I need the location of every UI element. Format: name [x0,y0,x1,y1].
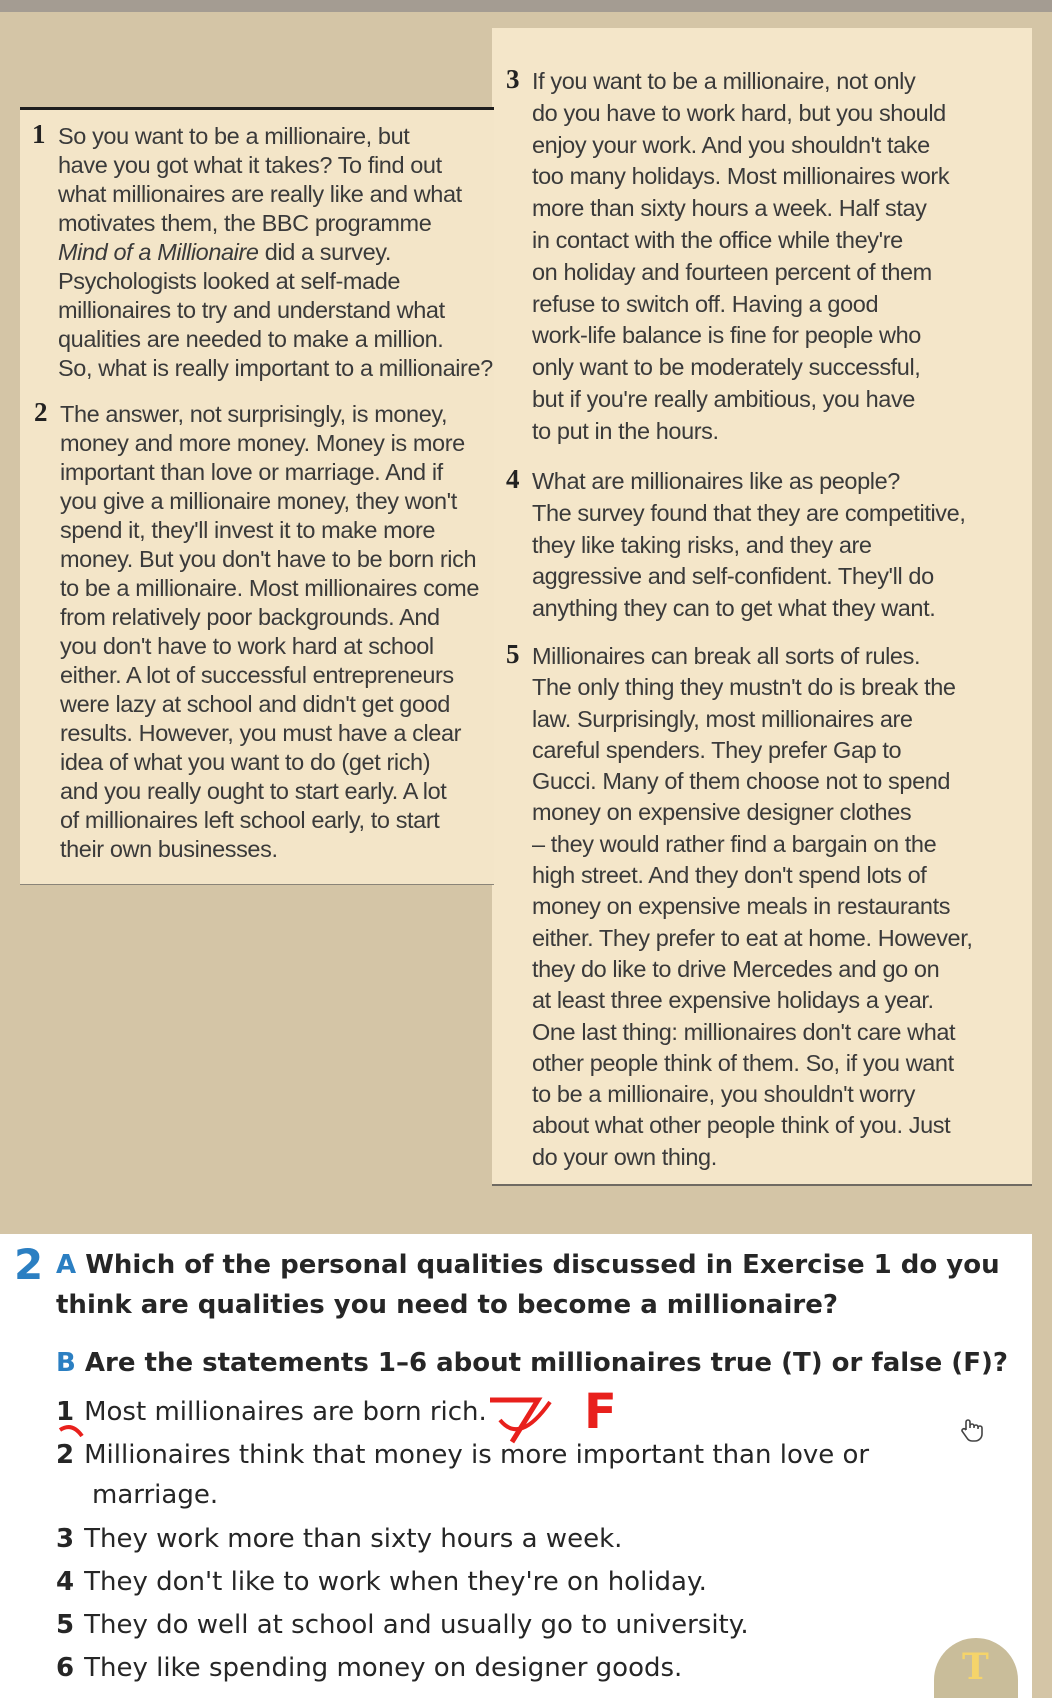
statement-text: They work more than sixty hours a week. [84,1524,623,1554]
paragraph-line: Millionaires can break all sorts of rules. [532,643,921,669]
text-tool-glyph: T [962,1646,989,1688]
paragraph-line: results. However, you must have a clear [60,720,462,746]
paragraph-line: too many holidays. Most millionaires work [532,163,950,190]
statement-number: 2 [56,1440,75,1470]
paragraph-line: of millionaires left school early, to start [60,807,440,833]
question-a-text: Which of the personal qualities discussed in Exercise 1 do you [85,1250,1000,1280]
paragraph-line: other people think of them. So, if you want [532,1049,954,1076]
paragraph-line: Gucci. Many of them choose not to spend [532,768,951,795]
statement-text: They do well at school and usually go to university. [84,1610,749,1640]
paragraph-number: 1 [32,119,46,149]
handwritten-answer: F [584,1384,617,1440]
paragraph-line: they like taking risks, and they are [532,531,872,558]
paragraph-number: 5 [506,639,520,669]
paragraph-number: 4 [506,464,520,494]
paragraph-line: have you got what it takes? To find out [58,152,442,178]
statement-number: 5 [56,1610,75,1640]
statement-number: 6 [56,1653,75,1683]
statement-2-continued: marriage. [92,1480,219,1510]
paragraph-line: on holiday and fourteen percent of them [532,258,932,285]
paragraph-line: The only thing they mustn't do is break the [532,674,956,701]
paragraph-line: you don't have to work hard at school [60,633,434,659]
paragraph-line: What are millionaires like as people? [532,468,900,494]
paragraph-line: qualities are needed to make a million. [58,326,444,352]
paragraph-line: either. They prefer to eat at home. However, [532,924,973,951]
paragraph-line: So you want to be a millionaire, but [58,123,410,149]
exercise-number: 2 [14,1240,44,1289]
paragraph-line: and you really ought to start early. A lot [60,778,447,804]
statement-number: 1 [56,1397,75,1427]
paragraph-line: refuse to switch off. Having a good [532,290,879,317]
paragraph-line: If you want to be a millionaire, not only [532,68,916,94]
paragraph-line: aggressive and self-confident. They'll do [532,563,934,590]
question-b-text: Are the statements 1–6 about millionaires true (T) or false (F)? [84,1348,1008,1378]
paragraph-line: money on expensive designer clothes [532,799,912,826]
paragraph-line: do your own thing. [532,1143,717,1170]
paragraph-line: motivates them, the BBC programme [58,210,432,236]
paragraph-line: do you have to work hard, but you should [532,99,946,126]
paragraph-number: 3 [506,64,520,94]
paragraph-number: 2 [34,397,48,427]
paragraph-line: to be a millionaire, you shouldn't worry [532,1081,915,1108]
paragraph-line: more than sixty hours a week. Half stay [532,195,927,222]
paragraph-line: law. Surprisingly, most millionaires are [532,705,913,732]
paragraph-line: anything they can to get what they want. [532,595,936,622]
paragraph-line: millionaires to try and understand what [58,297,445,323]
paragraph-line: money. But you don't have to be born rich [60,546,477,572]
paragraph-line: you give a millionaire money, they won't [60,488,457,514]
paragraph-line: either. A lot of successful entrepreneurs [60,662,454,688]
paragraph-line: high street. And they don't spend lots of [532,862,927,889]
paragraph-line: Psychologists looked at self-made [58,268,401,294]
programme-suffix: did a survey. [258,239,391,265]
paragraph-line: their own businesses. [60,836,278,862]
statement-text: They like spending money on designer goods. [84,1653,683,1683]
statement-number: 3 [56,1524,75,1554]
question-a-letter: A [56,1250,77,1280]
paragraph-line: work-life balance is fine for people who [532,322,921,349]
paragraph-line: money and more money. Money is more [60,430,465,456]
paragraph-line: money on expensive meals in restaurants [532,893,951,920]
paragraph-line: they do like to drive Mercedes and go on [532,955,940,982]
paragraph-line: to be a millionaire. Most millionaires come [60,575,480,601]
red-check-mark [500,1402,550,1429]
paragraph-line: from relatively poor backgrounds. And [60,604,440,630]
paragraph-line: One last thing: millionaires don't care what [532,1018,956,1045]
paragraph-line: idea of what you want to do (get rich) [60,749,431,775]
statement-text: Millionaires think that money is more important than love or [84,1440,870,1470]
paragraph-line: So, what is really important to a millionaire? [58,355,493,381]
paragraph-line: were lazy at school and didn't get good [60,691,450,717]
paragraph-line: but if you're really ambitious, you have [532,385,915,412]
paragraph-line: – they would rather find a bargain on the [532,830,937,857]
statement-text: Most millionaires are born rich. [84,1397,487,1427]
paragraph-line: careful spenders. They prefer Gap to [532,736,902,763]
paragraph-line: at least three expensive holidays a year. [532,987,934,1014]
red-underline-mark [60,1427,82,1436]
hand-cursor-icon[interactable] [958,1416,986,1444]
paragraph-line: The answer, not surprisingly, is money, [60,401,448,427]
statement-number: 4 [56,1567,75,1597]
paragraph-line: only want to be moderately successful, [532,354,921,381]
programme-title: Mind of a Millionaire [58,239,259,265]
paragraph-line: about what other people think of you. Just [532,1112,951,1139]
question-b-letter: B [56,1348,76,1378]
question-a-line2: think are qualities you need to become a millionaire? [56,1290,838,1320]
paragraph-line: in contact with the office while they're [532,226,903,253]
paragraph-line: enjoy your work. And you shouldn't take [532,131,930,158]
statement-text: They don't like to work when they're on holiday. [84,1567,707,1597]
paragraph-line: The survey found that they are competitive, [532,499,966,526]
paragraph-line: important than love or marriage. And if [60,459,443,485]
paragraph-line: to put in the hours. [532,417,719,444]
paragraph-line: what millionaires are really like and what [58,181,462,207]
paragraph-line: spend it, they'll invest it to make more [60,517,436,543]
